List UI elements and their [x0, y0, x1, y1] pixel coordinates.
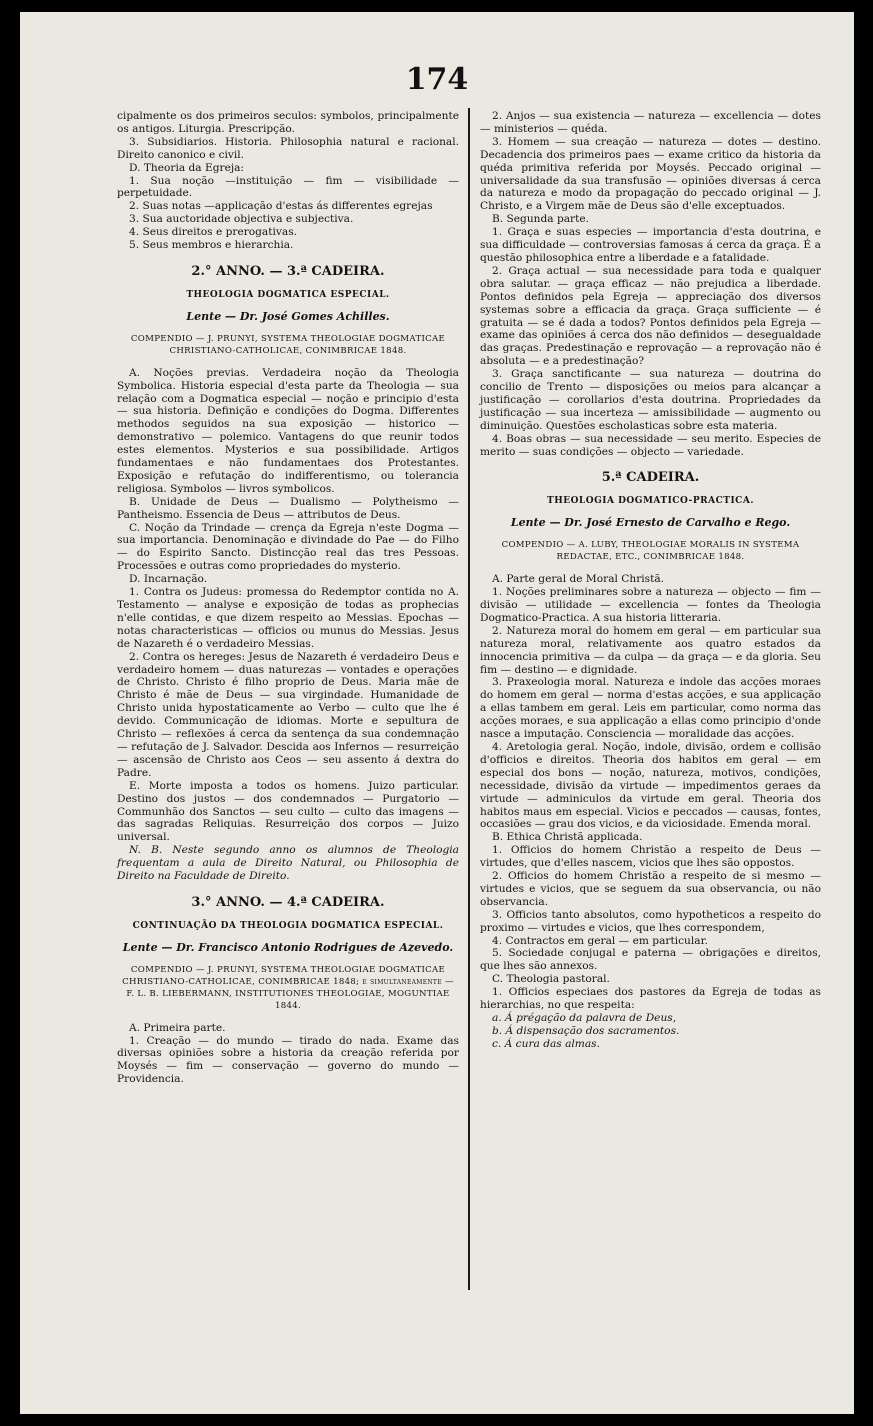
lecturer-name: Lente — Dr. José Gomes Achilles.	[186, 309, 390, 323]
section-heading-3rd-year: 3.° ANNO. — 4.ª CADEIRA.	[191, 894, 385, 910]
lecturer-line	[480, 517, 821, 530]
compendio-line: COMPENDIO — J. PRUNYI, SYSTEMA THEOLOGIAE DOGMATICAE CHRISTIANO-CATHOLICAE, CONIMBRICAE 1848; e simultaneamente — F. L. B. LIEBERMANN, INSTITUTIONES THEOLOGIAE, MOGUNTIAE 1844.	[122, 964, 454, 1011]
subject-title: CONTINUAÇÃO DA THEOLOGIA DOGMATICA ESPECIAL.	[132, 920, 444, 931]
paragraph: 2. Natureza moral do homem em geral — em particular sua natureza moral, relativamente aos quatro estados da innocencia primitiva — da culpa — da graça — e da gloria. Seu fim — destino — e dignidade.	[480, 624, 821, 676]
lecturer-line	[117, 942, 459, 955]
lecturer-line	[117, 311, 459, 324]
list-item: 4. Seus direitos e prerogativas.	[129, 226, 297, 239]
list-item: 2. Suas notas —applicação d'estas ás differentes egrejas	[129, 200, 433, 213]
lecturer-name: Lente — Dr. José Ernesto de Carvalho e Rego.	[510, 516, 791, 530]
compendio-line: COMPENDIO — J. PRUNYI, SYSTEMA THEOLOGIAE DOGMATICAE CHRISTIANO-CATHOLICAE, CONIMBRICAE 1848.	[130, 333, 446, 356]
paragraph: 3. Graça sanctificante — sua natureza — doutrina do concilio de Trento — disposições ou meios para alcançar a justificação — corollarios d'esta doutrina. Propriedades da justificação — sua incerteza — amissibilidade — augmento ou diminuição. Questões escholasticas sobre esta materia.	[480, 368, 821, 432]
paragraph: 2. Officios do homem Christão a respeito de si mesmo — virtudes e vicios, que se seguem da sua observancia, ou não observancia.	[480, 870, 821, 908]
paragraph: A. Parte geral de Moral Christã.	[492, 573, 665, 586]
paragraph: A. Primeira parte.	[129, 1021, 226, 1034]
right-column	[480, 110, 821, 1051]
paragraph: 1. Contra os Judeus: promessa do Redemptor contida no A. Testamento — analyse e exposição de todas as prophecias n'elle contidas, e que dizem respeito ao Messias. Epochas — notas characteristicas — officios ou munus do Messias. Jesus de Nazareth é o verdadeiro Messias.	[117, 586, 459, 650]
paragraph: B. Ethica Christã applicada.	[492, 831, 643, 844]
list-item: 3. Subsidiarios. Historia. Philosophia natural e racional. Direito canonico e civil.	[117, 135, 459, 161]
subject-title: THEOLOGIA DOGMATICO-PRACTICA.	[547, 496, 754, 507]
list-item: 3. Sua auctoridade objectiva e subjectiva.	[129, 213, 354, 226]
paragraph: 4. Aretologia geral. Noção, indole, divisão, ordem e collisão d'officios e direitos. Theoria dos habitos em geral — em especial dos bons — noção, natureza, motivos, condições, necessidade, divisão da virtude — impedimentos geraes da virtude — adminiculos da virtude em geral. Theoria dos habitos maus em especial. Vicios e peccados — causas, fontes, occasiões — grau dos vicios, e da viciosidade. Emenda moral.	[480, 740, 821, 831]
paragraph: 2. Anjos — sua existencia — natureza — excellencia — dotes — ministerios — quéda.	[480, 110, 821, 135]
note-paragraph: N. B. Neste segundo anno os alumnos de Theologia frequentam a aula de Direito Natural, ou Philosophia de Direito na Faculdade de Direito.	[117, 844, 459, 883]
paragraph: 3. Homem — sua creação — natureza — dotes — destino. Decadencia dos primeiros paes — exame critico da historia da quéda primitiva referida por Moysés. Peccado original — universalidade da sua transfusão — opiniões diversas á cerca da natureza e modo da propagação do peccado original — J. Christo, e a Virgem mãe de Deus são d'elle exceptuados.	[480, 135, 821, 213]
paragraph: E. Morte imposta a todos os homens. Juizo particular. Destino dos justos — dos condemnados — Purgatorio — Communhão dos Sanctos — seu culto — culto das imagens — das sagradas Reliquias. Resurreição dos corpos — Juizo universal.	[117, 779, 459, 844]
list-item: D. Theoria da Egreja:	[129, 161, 245, 174]
paragraph: A. Noções previas. Verdadeira noção da Theologia Symbolica. Historia especial d'esta parte da Theologia — sua relação com a Dogmatica especial — noção e principio d'esta — sua historia. Definição e condições do Dogma. Differentes methodos seguidos na sua exposição — historico — demonstrativo — polemico. Vantagens do que reunir todos estes elementos. Mysterios e sua possibilidade. Artigos fundamentaes e não fundamentaes dos Protestantes. Exposição e refutação do indifferentismo, ou tolerancia religiosa. Symbolos — livros symbolicos.	[117, 366, 459, 495]
paragraph: 4. Boas obras — sua necessidade — seu merito. Especies de merito — suas condições — objecto — variedade.	[480, 432, 821, 458]
list-item: 5. Seus membros e hierarchia.	[129, 239, 294, 252]
section-heading-5th-chair: 5.ª CADEIRA.	[601, 470, 700, 486]
paragraph: 1. Officios especiaes dos pastores da Egreja de todas as hierarchias, no que respeita:	[480, 986, 821, 1012]
paragraph: B. Segunda parte.	[492, 213, 589, 226]
paragraph: 4. Contractos em geral — em particular.	[492, 934, 708, 947]
lecturer-name: Lente — Dr. Francisco Antonio Rodrigues de Azevedo.	[122, 940, 454, 954]
paragraph: C. Theologia pastoral.	[492, 973, 610, 986]
paragraph: 3. Officios tanto absolutos, como hypotheticos a respeito do proximo — virtudes e vicios, que lhes correspondem,	[480, 908, 821, 934]
subject-title: THEOLOGIA DOGMATICA ESPECIAL.	[186, 289, 390, 300]
page-sheet	[20, 12, 854, 1414]
paragraph: 1. Officios do homem Christão a respeito de Deus — virtudes, que d'elles nascem, vicios que lhes são oppostos.	[480, 844, 821, 870]
paragraph: 1. Noções preliminares sobre a natureza — objecto — fim — divisão — utilidade — excellencia — fontes da Theologia Dogmatico-Practica. A sua historia litteraria.	[480, 586, 821, 624]
paragraph: C. Noção da Trindade — crença da Egreja n'este Dogma — sua importancia. Denominação e divindade do Pae — do Filho — do Espirito Sancto. Distincção real das tres Pessoas. Processões e outras como propriedades do mysterio.	[117, 521, 459, 573]
list-item: 1. Sua noção —instituição — fim — visibilidade — perpetuidade.	[117, 174, 459, 200]
column-rule	[468, 108, 470, 1290]
left-column	[117, 110, 459, 1086]
paragraph: 2. Graça actual — sua necessidade para toda e qualquer obra salutar. — graça efficaz — não prejudica a liberdade. Pontos definidos pela Egreja — appreciação dos diversos systemas sobre a efficacia da graça. Graça sufficiente — é gratuita — se é dada a todos? Pontos definidos pela Egreja — exame das opiniões á cerca dos não definidos — desegualdade das graças. Predestinação e reprovação — a reprovação não é absoluta — e a predestinação?	[480, 264, 821, 368]
sub-list-item: b. Á dispensação dos sacramentos.	[492, 1024, 680, 1037]
paragraph: D. Incarnação.	[129, 573, 208, 586]
sub-list-item: a. Á prégação da palavra de Deus,	[492, 1012, 677, 1024]
compendio-line: COMPENDIO — A. LUBY, THEOLOGIAE MORALIS IN SYSTEMA REDACTAE, ETC., CONIMBRICAE 1848.	[501, 540, 800, 563]
paragraph: 2. Contra os hereges: Jesus de Nazareth é verdadeiro Deus e verdadeiro homem — duas naturezas — vontades e operações de Christo. Christo é filho proprio de Deus. Maria mãe de Christo é mãe de Deus — sua virgindade. Humanidade de Christo unida hypostaticamente ao Verbo — culto que lhe é devido. Communicação de idiomas. Morte e sepultura de Christo — reflexões á cerca da sentença da sua condemnação — refutação de J. Salvador. Descida aos Infernos — resurreição — ascensão de Christo aos Ceos — seu assento á dextra do Padre.	[117, 650, 459, 779]
section-heading-2nd-year: 2.° ANNO. — 3.ª CADEIRA.	[191, 263, 385, 279]
page-number: 174	[405, 62, 469, 97]
paragraph: B. Unidade de Deus — Dualismo — Polytheismo — Pantheismo. Essencia de Deus — attributos de Deus.	[117, 495, 459, 521]
paragraph: 5. Sociedade conjugal e paterna — obrigações e direitos, que lhes são annexos.	[480, 947, 821, 973]
left-continuation: cipalmente os dos primeiros seculos: symbolos, principalmente os antigos. Liturgia. Prescripção.	[117, 110, 459, 135]
sub-list-item: c. Á cura das almas.	[492, 1037, 600, 1050]
paragraph: 1. Graça e suas especies — importancia d'esta doutrina, e sua difficuldade — controversias famosas á cerca da graça. É a questão philosophica entre a liberdade e a fatalidade.	[480, 226, 821, 264]
paragraph: 3. Praxeologia moral. Natureza e indole das acções moraes do homem em geral — norma d'estas acções, e sua applicação a ellas tambem em geral. Leis em particular, como norma das acções moraes, e sua applicação a ellas como principio d'onde nasce a imputação. Consciencia — moralidade das acções.	[480, 676, 821, 741]
paragraph: 1. Creação — do mundo — tirado do nada. Exame das diversas opiniões sobre a historia da creação referida por Moysés — fim — conservação — governo do mundo — Providencia.	[117, 1034, 459, 1086]
